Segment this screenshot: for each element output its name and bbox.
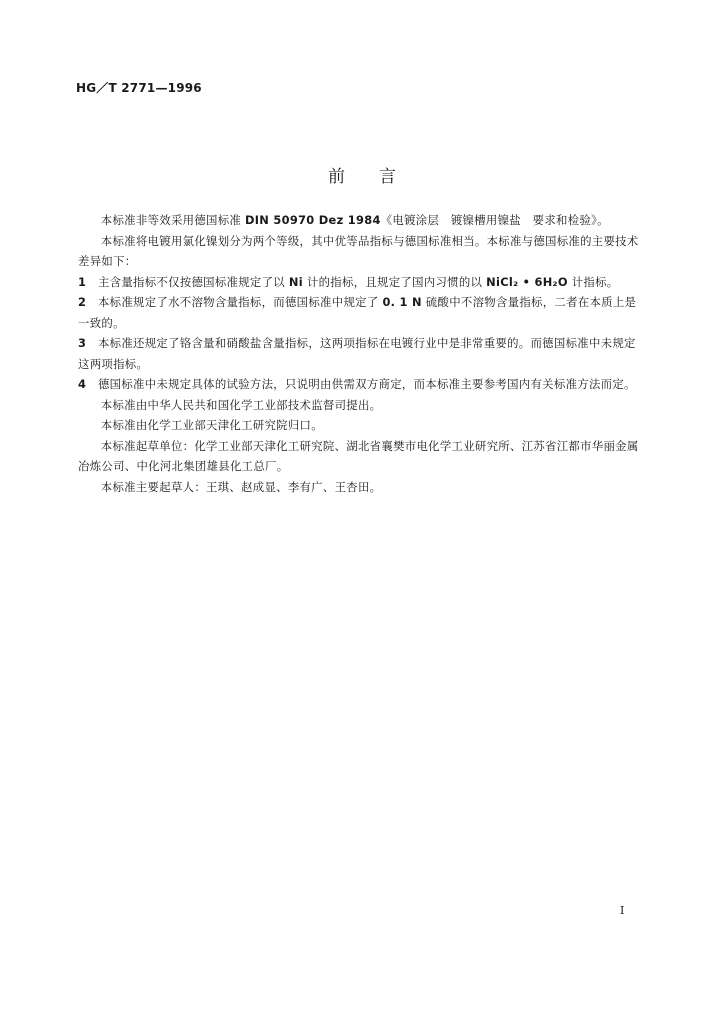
chem-formula: NiCl₂ • 6H₂O — [486, 274, 568, 289]
list-item-3 — [78, 333, 644, 374]
paragraph-grades: 本标准将电镀用氯化镍划分为两个等级，其中优等品指标与德国标准相当。本标准与德国标准的主要技术差异如下： — [78, 233, 639, 268]
text-run: 计指标。 — [567, 274, 619, 289]
text-run: 本标准规定了水不溶物含量指标，而德国标准中规定了 — [97, 295, 383, 309]
paragraph-proposer: 本标准由中华人民共和国化学工业部技术监督司提出。 — [100, 397, 382, 412]
foreword-body — [78, 210, 644, 497]
text-run: 《电镀涂层 镀镍槽用镍盐 要求和检验》。 — [380, 213, 609, 227]
page-title — [0, 162, 724, 187]
list-number: 2 — [78, 295, 87, 309]
list-item-4 — [78, 374, 644, 395]
title-char-2: 言 — [379, 167, 396, 187]
chem-symbol: Ni — [288, 274, 303, 289]
text-run: 计的指标，且规定了国内习惯的以 — [302, 274, 487, 289]
list-number: 4 — [78, 377, 87, 391]
title-char-1: 前 — [328, 167, 345, 187]
list-number: 3 — [78, 336, 87, 350]
paragraph-drafting-units: 本标准起草单位：化学工业部天津化工研究院、湖北省襄樊市电化学工业研究所、江苏省江都市华丽金属冶炼公司、中化河北集团雄县化工总厂。 — [78, 438, 639, 473]
concentration: 0. 1 N — [382, 295, 422, 309]
paragraph-adoption — [78, 210, 644, 231]
list-item-2 — [78, 292, 644, 333]
text-run: 本标准非等效采用德国标准 — [100, 213, 246, 227]
paragraph-drafters: 本标准主要起草人：王琪、赵成显、李有广、王杏田。 — [100, 479, 382, 494]
list-item-1 — [78, 272, 644, 293]
list-number: 1 — [78, 274, 87, 289]
text-run: 德国标准中未规定具体的试验方法，只说明由供需双方商定，而本标准主要参考国内有关标准方法而定。 — [97, 377, 636, 391]
standard-code: HG／T 2771—1996 — [76, 81, 202, 95]
page-number: I — [620, 904, 625, 917]
paragraph-centralized: 本标准由化学工业部天津化工研究院归口。 — [100, 418, 323, 432]
text-run: 主含量指标不仅按德国标准规定了以 — [97, 274, 289, 289]
standard-ref: DIN 50970 Dez 1984 — [245, 213, 381, 227]
text-run: 本标准还规定了铬含量和硝酸盐含量指标，这两项指标在电镀行业中是非常重要的。而德国标准中未规定这两项指标。 — [78, 336, 636, 371]
text-run: 硫酸中不溶物含量指标，二者在本质上是一致的。 — [78, 295, 637, 330]
